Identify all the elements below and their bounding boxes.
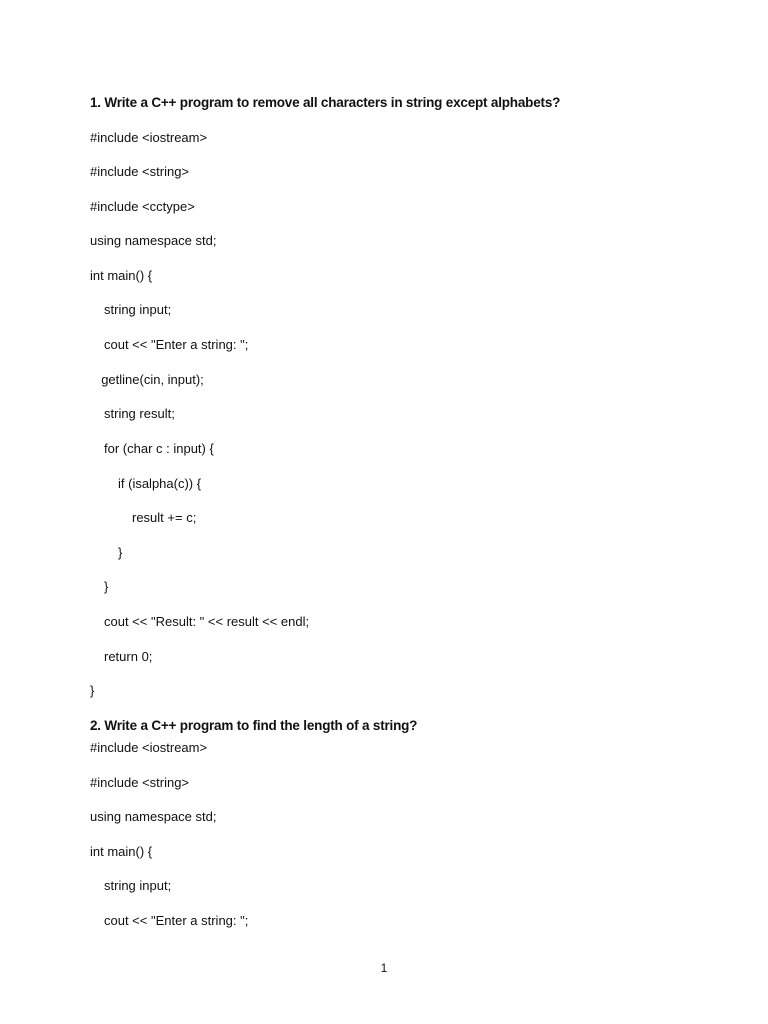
code-line: cout << "Result: " << result << endl;	[104, 614, 310, 629]
code-line: getline(cin, input);	[101, 372, 204, 387]
question-heading: 2. Write a C++ program to find the length of a string?	[90, 718, 418, 733]
code-line: #include <string>	[90, 164, 190, 179]
code-line: cout << "Enter a string: ";	[104, 337, 249, 352]
code-line: string input;	[104, 302, 172, 317]
code-line: }	[118, 545, 123, 560]
page-number: 1	[380, 961, 388, 975]
code-line: }	[104, 579, 109, 594]
code-line: string result;	[104, 406, 175, 421]
code-line: if (isalpha(c)) {	[118, 476, 202, 491]
code-line: cout << "Enter a string: ";	[104, 913, 249, 928]
question-heading: 1. Write a C++ program to remove all characters in string except alphabets?	[90, 95, 561, 110]
code-line: int main() {	[90, 844, 153, 859]
code-line: }	[90, 683, 95, 698]
code-line: #include <string>	[90, 775, 190, 790]
code-line: int main() {	[90, 268, 153, 283]
code-line: return 0;	[104, 649, 153, 664]
code-line: string input;	[104, 878, 172, 893]
code-line: using namespace std;	[90, 233, 217, 248]
code-line: #include <iostream>	[90, 740, 208, 755]
code-line: for (char c : input) {	[104, 441, 214, 456]
code-line: using namespace std;	[90, 809, 217, 824]
code-line: #include <cctype>	[90, 199, 195, 214]
code-line: result += c;	[132, 510, 197, 525]
code-line: #include <iostream>	[90, 130, 208, 145]
